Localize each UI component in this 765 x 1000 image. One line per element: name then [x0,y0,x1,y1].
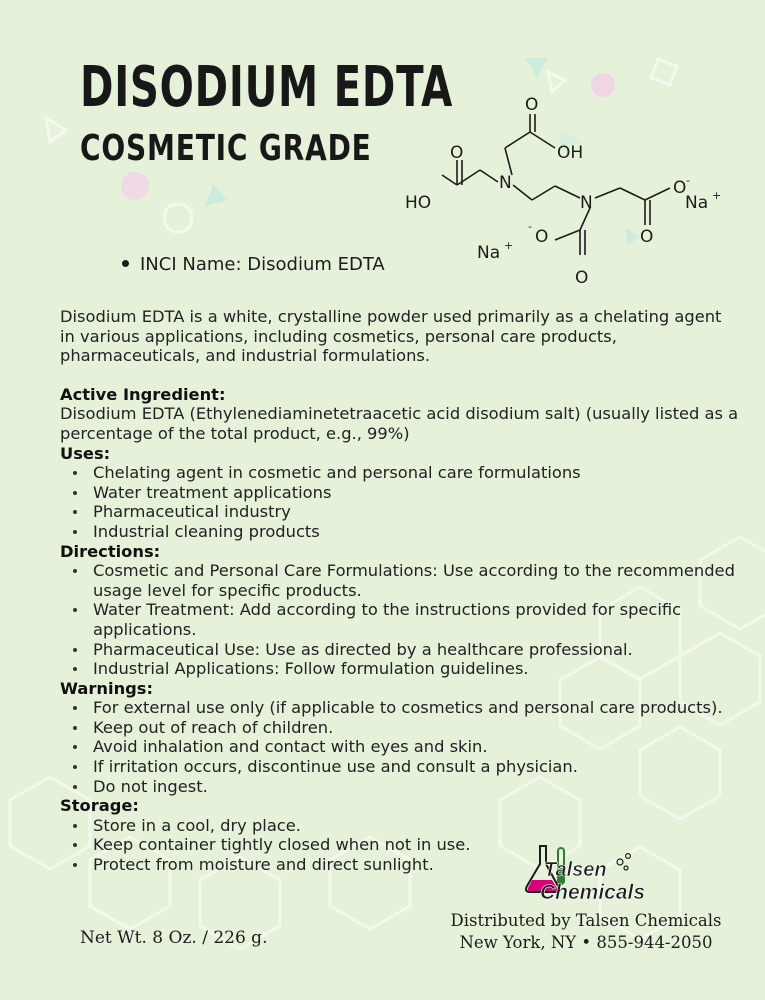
charge-plus-left: + [504,239,514,252]
active-ingredient-text: Disodium EDTA (Ethylenediaminetetraacetic acid disodium salt) (usually listed as a percentage of the total product, e.g., 99%) [60,404,739,443]
bubble-icon [624,866,628,870]
product-title: DISODIUM EDTA [80,55,454,120]
list-item: Avoid inhalation and contact with eyes and skin. [60,737,740,757]
atom-o-bottom: O [575,268,589,288]
list-item: Store in a cool, dry place. [60,816,740,836]
warnings-heading: Warnings: [60,678,154,698]
label-content [60,307,740,875]
list-item: Keep out of reach of children. [60,718,740,738]
distributor-name: Distributed by Talsen Chemicals [450,911,722,930]
list-item: Cosmetic and Personal Care Formulations: Use according to the recommended usage level for specific products. [60,561,740,600]
atom-o-bottom-left: O [535,227,549,247]
bubble-icon [626,854,631,859]
atom-n-left: N [499,173,512,193]
list-item: Water Treatment: Add according to the instructions provided for specific applications. [60,600,740,639]
atom-o-right: O [673,178,687,198]
logo-line2: Chemicals [540,881,646,904]
atom-oh: OH [557,143,584,163]
product-subtitle: COSMETIC GRADE [80,128,372,169]
logo-line1: Talsen [544,859,607,881]
uses-list [60,463,740,541]
intro-paragraph: Disodium EDTA is a white, crystalline powder used primarily as a chelating agent in various applications, including cosmetics, personal care products, pharmaceuticals, and industrial formulations. [60,307,722,366]
list-item: Keep container tightly closed when not in use. [60,835,740,855]
atom-o-left: O [450,143,464,163]
atom-o-top: O [525,95,539,115]
bullet-icon [122,260,129,267]
bonds [442,114,670,255]
talsen-chemicals-logo [512,842,662,912]
list-item: For external use only (if applicable to cosmetics and personal care products). [60,698,740,718]
list-item: Chelating agent in cosmetic and personal care formulations [60,463,740,483]
atom-o-right-bottom: O [640,227,654,247]
uses-heading: Uses: [60,443,111,463]
distributor-block [436,910,736,954]
inci-name-text: INCI Name: Disodium EDTA [140,254,385,275]
list-item: Protect from moisture and direct sunlight. [60,855,740,875]
warnings-list [60,698,740,796]
list-item: If irritation occurs, discontinue use and consult a physician. [60,757,740,777]
list-item: Pharmaceutical Use: Use as directed by a healthcare professional. [60,640,740,660]
charge-plus-right: + [712,189,722,202]
net-weight: Net Wt. 8 Oz. / 226 g. [80,928,268,948]
directions-heading: Directions: [60,541,161,561]
list-item: Industrial cleaning products [60,522,740,542]
list-item: Pharmaceutical industry [60,502,740,522]
atom-ho: HO [405,193,432,213]
atom-na-left: Na [477,243,501,263]
atom-na-right: Na [685,193,709,213]
storage-heading: Storage: [60,796,139,816]
atom-n-right: N [580,193,593,213]
distributor-address: New York, NY • 855-944-2050 [459,933,713,952]
list-item: Do not ingest. [60,777,740,797]
bubble-icon [617,859,623,865]
charge-minus-right: - [686,174,690,187]
inci-name [122,254,385,275]
list-item: Water treatment applications [60,483,740,503]
active-ingredient-heading: Active Ingredient: [60,384,226,404]
charge-minus-bottom: - [528,220,532,233]
list-item: Industrial Applications: Follow formulation guidelines. [60,659,740,679]
directions-list [60,561,740,679]
edta-structure-diagram [395,90,735,290]
